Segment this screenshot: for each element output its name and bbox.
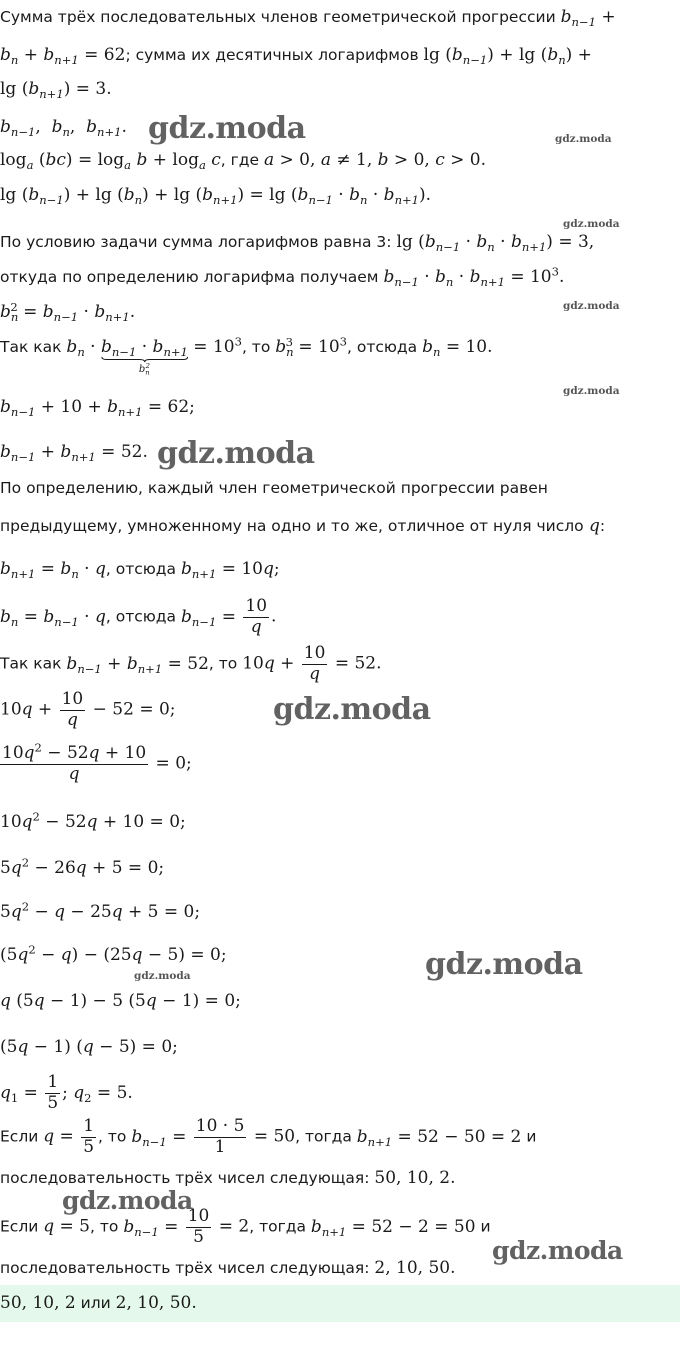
watermark-logo: gdz.moda [157,436,315,471]
equation-line-1: 10q + $\frac{10}{q}$ − 52 = 0; [0,689,176,730]
formula-prev-term: $b_n = b_{n-1} \cdot q$ [0,606,106,629]
sequence-is-text-2: последовательность трёх чисел следующая: [0,1259,370,1277]
sum-substitution-line [0,397,680,420]
case1-result-line [0,1170,680,1187]
formula-q-colon: q [583,516,600,536]
hence-short-text-2: , отсюда [105,607,177,626]
watermark-small: gdz.moda [134,970,191,982]
log-sum-statement-text: ; сумма их десятичных логарифмов [125,46,419,64]
equation-line-2: $\frac{10q^2 - 52q + 10}{q}$ = 0; [2,740,192,784]
formula-setup: $b_{n-1} + b_{n+1} = 52$ [66,653,209,676]
formula-sum-62: $b_n + b_{n+1} = 62$ [0,45,126,68]
equation-line-8 [0,1039,680,1056]
formula-next-term: $b_{n+1} = b_n \cdot q$ [0,559,106,582]
formula-split-middle: $5q^2 - q - 25q + 5 = 0$; [0,899,201,922]
where-text: , где [220,151,260,169]
fraction-1-5-2: $\frac{1}{5}$ [83,1116,95,1157]
watermark-logo: gdz.moda [425,947,583,982]
sequence-is-text-1: последовательность трёх чисел следующая: [0,1169,370,1187]
equation-line-4 [0,855,680,878]
watermark-logo: gdz.moda [62,1186,193,1215]
formula-log-rule: $\log_a (bc) = \log_a b + \log_a c$ [0,150,221,173]
log-rule-line [0,150,680,173]
formula-sum-52: $b_{n-1} + b_{n+1} = 52$. [0,442,148,465]
fraction-10-q-3: $\frac{10}{q}$ [61,689,84,730]
equation-line-7 [0,993,680,1010]
equation-setup-line: Так как $b_{n-1} + b_{n+1} = 52$, то 10q + $\frac{10}{q}$ = 52. [0,643,382,684]
then-text-3: , то [98,1127,127,1146]
formula-seq2: 2, 10, 50. [374,1258,456,1278]
formula-since: $b_n \cdot b_{n-1} \cdot b_{n+1}$ $b_n^2$ = $10^3$ [66,334,242,377]
then2-text-2: , тогда [249,1217,306,1236]
formula-grouping: $(5q^2 - q) - (25q - 5) = 0$; [0,942,227,965]
roots-line: $q_1$ = $\frac{1}{5}$ ; $q_2 = 5$. [0,1072,133,1113]
watermark-logo: gdz.moda [273,692,431,727]
watermark-small: gdz.moda [563,300,620,312]
formula-log-product-3: $\lg (b_{n-1} \cdot b_n \cdot b_{n+1}) = 3$, [396,232,595,255]
answer-seq2: 2, 10, 50. [115,1293,197,1313]
hence-short-text: , отсюда [105,560,177,578]
prev-term-line: $b_n = b_{n-1} \cdot q$, отсюда $b_{n-1}$ = $\frac{10}{q}$ . [0,596,277,637]
hence-text: , отсюда [347,338,418,356]
watermark-small: gdz.moda [555,133,612,145]
underbrace-group: $b_{n-1} \cdot b_{n+1}$ $b_n^2$ [100,337,188,377]
formula-terms: $b_{n-1}$, $b_n$, $b_{n+1}$. [0,117,127,140]
formula-next-10q: $b_{n+1} = 10q$; [180,559,280,582]
answer-seq1: 50, 10, 2 [0,1293,76,1313]
watermark-logo: gdz.moda [148,111,306,146]
then2-text-1: , тогда [295,1127,352,1146]
watermark-small: gdz.moda [563,385,620,397]
equation-line-3 [0,809,680,832]
definition-text-1: По определению, каждый член геометрической прогрессии равен [0,479,548,497]
hence-by-def-text: откуда по определению логарифма получаем [0,268,379,286]
then-text-2: , то [208,654,238,673]
formula-sum-sub: $b_{n-1} + 10 + b_{n+1} = 62$; [0,397,195,420]
fraction-10-5: $\frac{10}{5}$ [187,1206,210,1247]
by-condition-text: По условию задачи сумма логарифмов равна 3: [0,233,392,251]
definition-line-1 [0,481,680,497]
formula-factor-common: q (5q − 1) − 5 (5q − 1) = 0; [0,991,241,1011]
since-text: Так как [0,338,62,356]
watermark-logo: gdz.moda [492,1236,623,1265]
formula-quadratic-10: $10q^2 - 52q + 10 = 0$; [0,809,186,832]
definition-text-2: предыдущему, умноженному на одно и то же, отличное от нуля число [0,517,584,535]
fraction-10-q: $\frac{10}{q}$ [245,596,268,637]
log-sum-line [0,185,680,208]
then-text: , то [241,338,271,356]
underbrace-icon [101,356,189,363]
fraction-quadratic-over-q: $\frac{10q^2 - 52q + 10}{q}$ [2,740,147,784]
answer-line [0,1295,680,1312]
since-line [0,334,680,377]
product-line [0,264,680,290]
and-text-2: и [480,1217,491,1236]
formula-conditions: a > 0, a ≠ 1, b > 0, c > 0. [263,150,487,170]
if-text-2: Если [0,1217,39,1236]
formula-b-prev: $b_{n-1}$ + [560,7,616,30]
equation-line-5 [0,899,680,922]
formula-log-combine: $\lg (b_{n-1}) + \lg (b_n) + \lg (b_{n+1}) = \lg (b_{n-1} \cdot b_n \cdot b_{n+1})$. [0,185,432,208]
formula-bn-cubed: $b_n^3 = 10^3$ [275,334,347,360]
watermark-small: gdz.moda [563,218,620,230]
answer-box [0,1285,680,1322]
since-text-2: Так как [0,654,62,673]
fraction-50-1: $\frac{10 \cdot 5}{1}$ [195,1116,245,1157]
sum-statement-text: Сумма трёх последовательных членов геометрической прогрессии [0,8,556,26]
definition-line-2: предыдущему, умноженному на одно и то же, отличное от нуля число q: [0,516,606,536]
formula-prev-10-over-q: $b_{n-1}$ = [180,606,242,629]
if-text-1: Если [0,1127,39,1146]
case2-line: Если q = 5, то $b_{n-1}$ = $\frac{10}{5}$ = 2, тогда $b_{n+1} = 52 - 2 = 50$ и [0,1206,491,1247]
problem-line-3 [0,79,680,102]
problem-line-2 [0,45,680,68]
next-term-line [0,559,680,582]
fraction-1-5: $\frac{1}{5}$ [47,1072,59,1113]
case1-line: Если q = $\frac{1}{5}$ , то $b_{n-1}$ = $\frac{10 \cdot 5}{1}$ = 50, тогда $b_{n+1} = 52 - 50 = 2$ и [0,1116,537,1157]
formula-bn-10: $b_n = 10$. [422,337,493,360]
answer-or-text: или [80,1294,111,1312]
then-text-4: , то [90,1217,119,1236]
problem-line-1 [0,7,680,30]
formula-quadratic-5: $5q^2 - 26q + 5 = 0$; [0,855,165,878]
formula-log-eq-3: $\lg (b_{n+1}) = 3$. [0,79,112,102]
and-text-1: и [526,1127,537,1146]
formula-seq1: 50, 10, 2. [374,1168,456,1188]
formula-log-part: $\lg (b_{n-1}) + \lg (b_n)$ + [423,45,592,68]
underbrace-label: $b_n^2$ [138,362,150,377]
formula-geometric-property: $b_n^2 = b_{n-1} \cdot b_{n+1}$. [0,299,136,325]
fraction-10-q-2: $\frac{10}{q}$ [303,643,326,684]
formula-product-1000: $b_{n-1} \cdot b_n \cdot b_{n+1} = 10^3$. [383,264,565,290]
condition-line [0,232,680,255]
formula-factored: (5q − 1) (q − 5) = 0; [0,1037,178,1057]
